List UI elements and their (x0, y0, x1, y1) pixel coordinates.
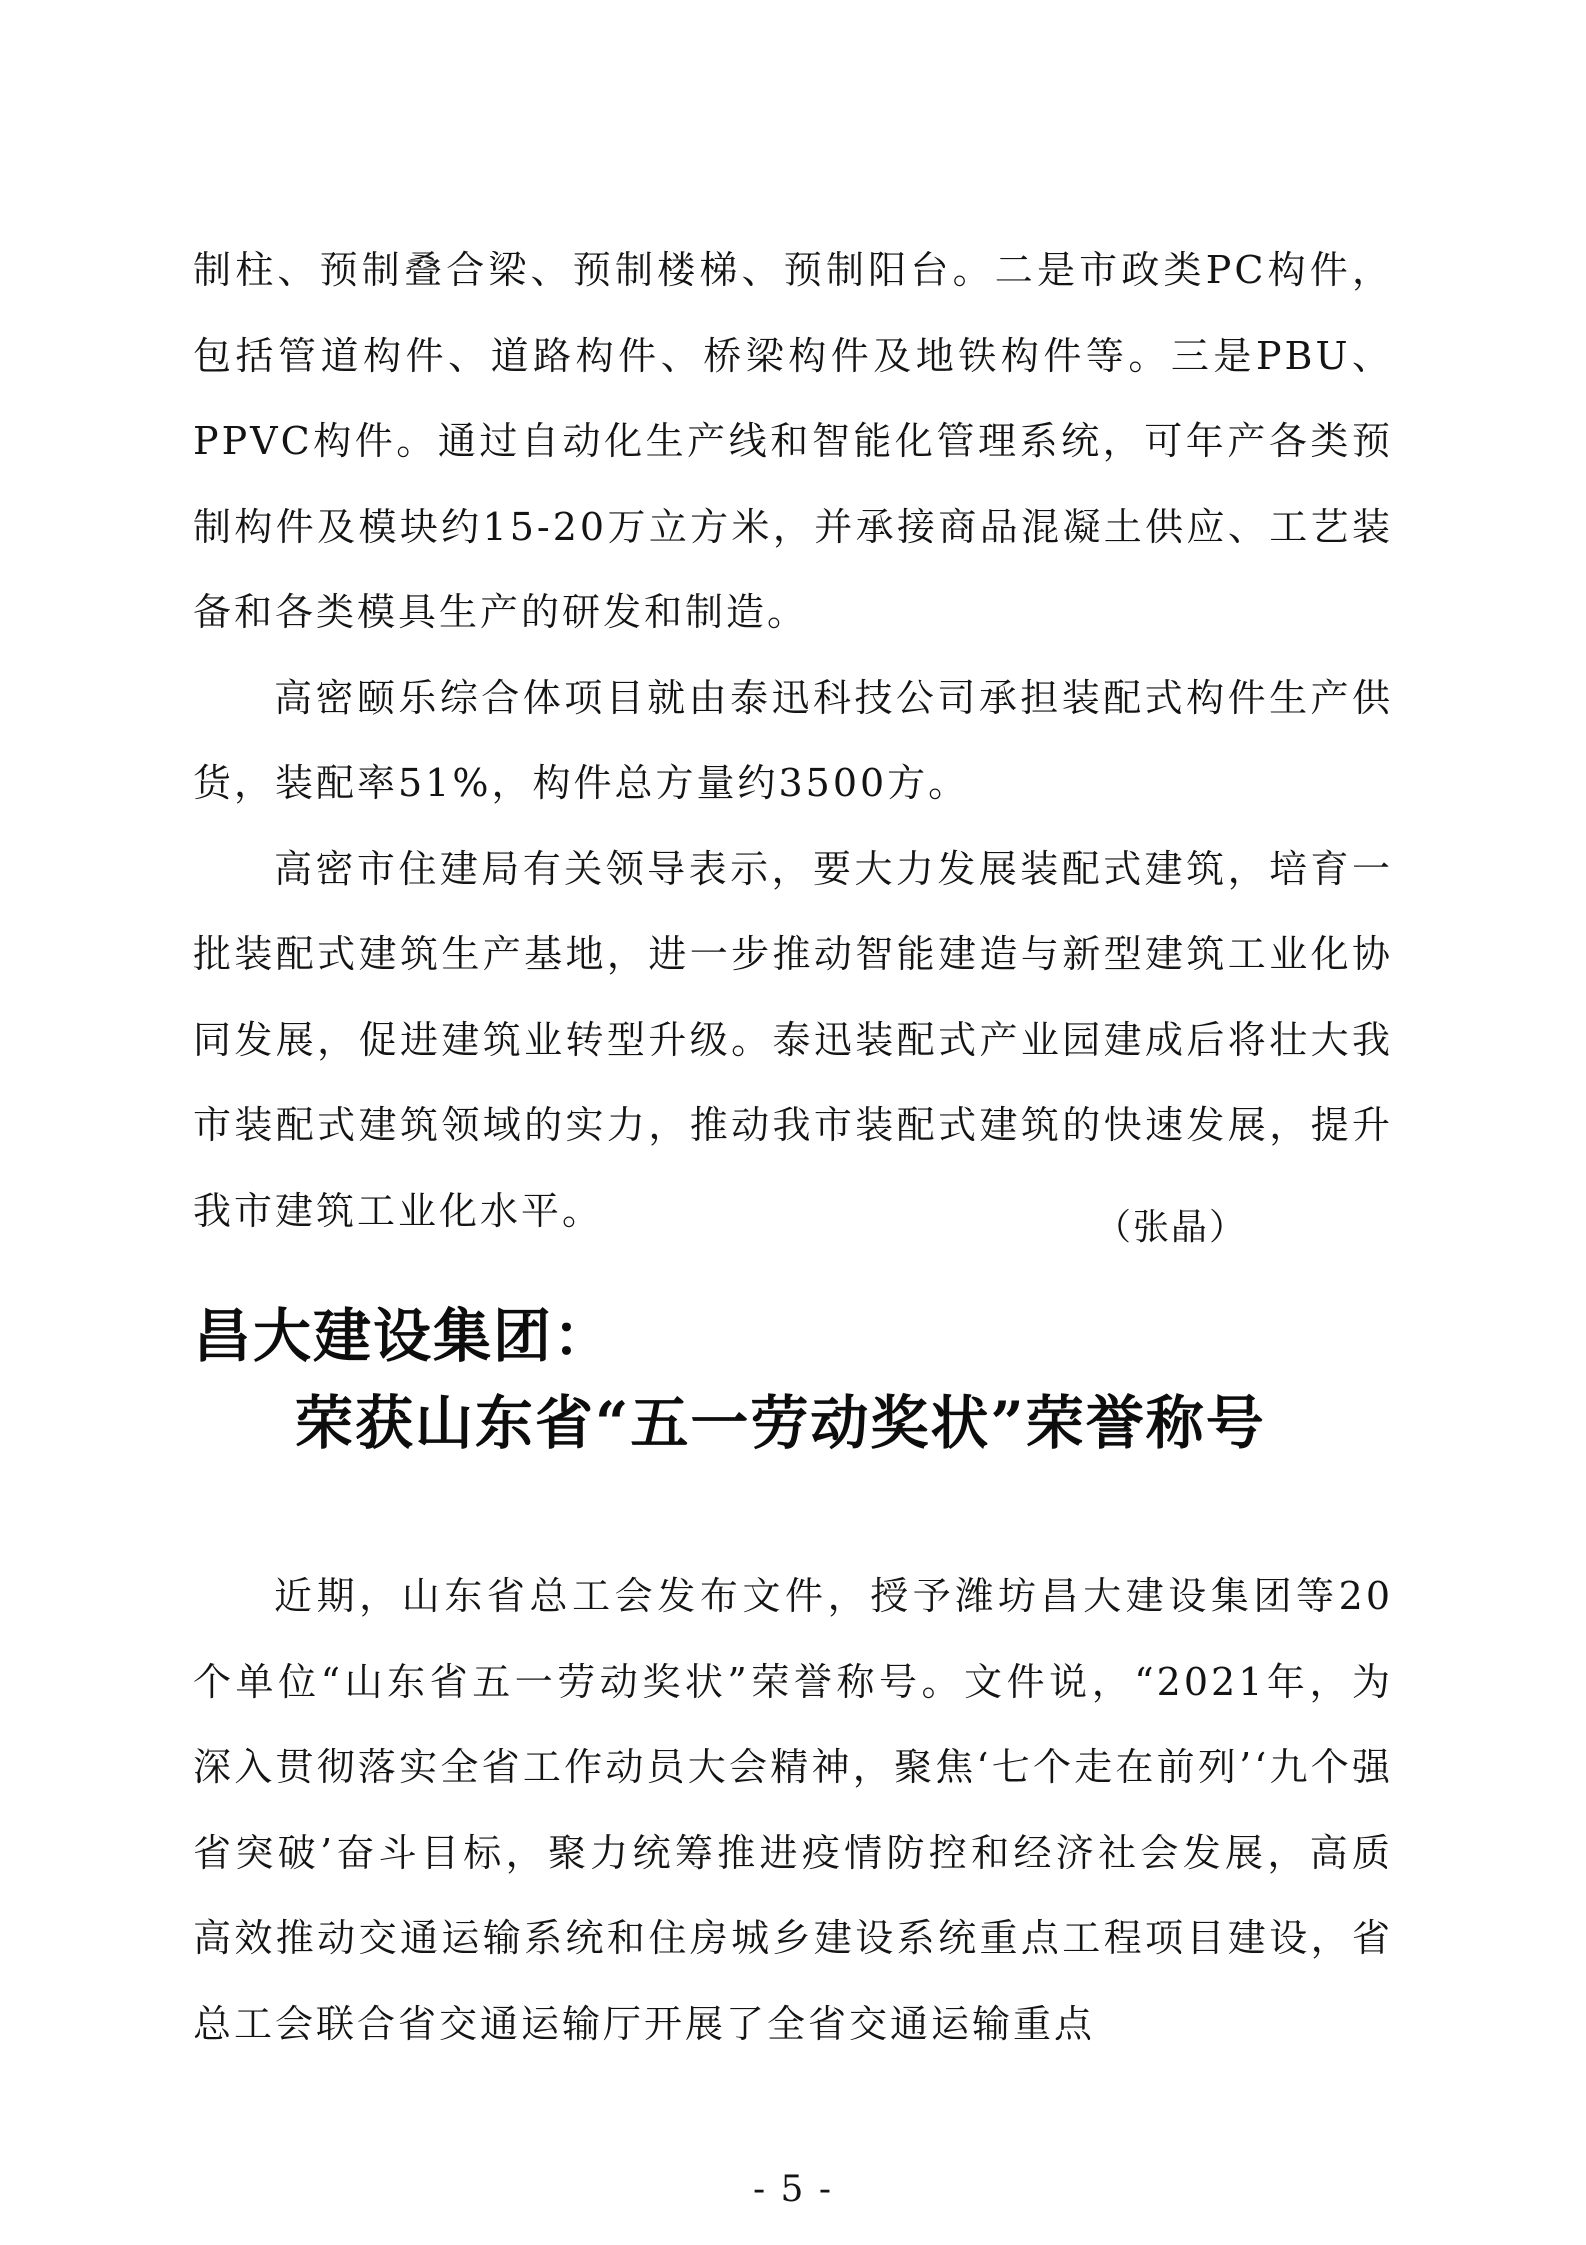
article-title-line-2: 荣获山东省“五一劳动奖状”荣誉称号 (295, 1389, 1266, 1457)
article-title-line-1: 昌大建设集团： (193, 1302, 614, 1370)
paragraph-2: 高密颐乐综合体项目就由泰迅科技公司承担装配式构件生产供货，装配率51%，构件总方量约3500方。 (193, 675, 1393, 805)
paragraph-1: 制柱、预制叠合梁、预制楼梯、预制阳台。二是市政类PC构件，包括管道构件、道路构件、桥梁构件及地铁构件等。三是PBU、PPVC构件。通过自动化生产线和智能化管理系统，可年产各类预制构件及模块约15-20万立方米，并承接商品混凝土供应、工艺装备和各类模具生产的研发和制造。 (193, 248, 1393, 634)
article-continued-body (193, 228, 1393, 1254)
paragraph-3: 高密市住建局有关领导表示，要大力发展装配式建筑，培育一批装配式建筑生产基地，进一步推动智能建造与新型建筑工业化协同发展，促进建筑业转型升级。泰迅装配式产业园建成后将壮大我市装配式建筑领域的实力，推动我市装配式建筑的快速发展，提升我市建筑工业化水平。 (193, 846, 1393, 1233)
author-byline: （张晶） (1095, 1207, 1248, 1248)
paragraph-4: 近期，山东省总工会发布文件，授予潍坊昌大建设集团等20个单位“山东省五一劳动奖状”荣誉称号。文件说，“2021年，为深入贯彻落实全省工作动员大会精神，聚焦‘七个走在前列’‘九个强省突破’奋斗目标，聚力统筹推进疫情防控和经济社会发展，高质高效推动交通运输系统和住房城乡建设系统重点工程项目建设，省总工会联合省交通运输厅开展了全省交通运输重点 (193, 1574, 1393, 2046)
article-new-body (193, 1554, 1393, 2067)
page-number: - 5 - (752, 2169, 834, 2210)
